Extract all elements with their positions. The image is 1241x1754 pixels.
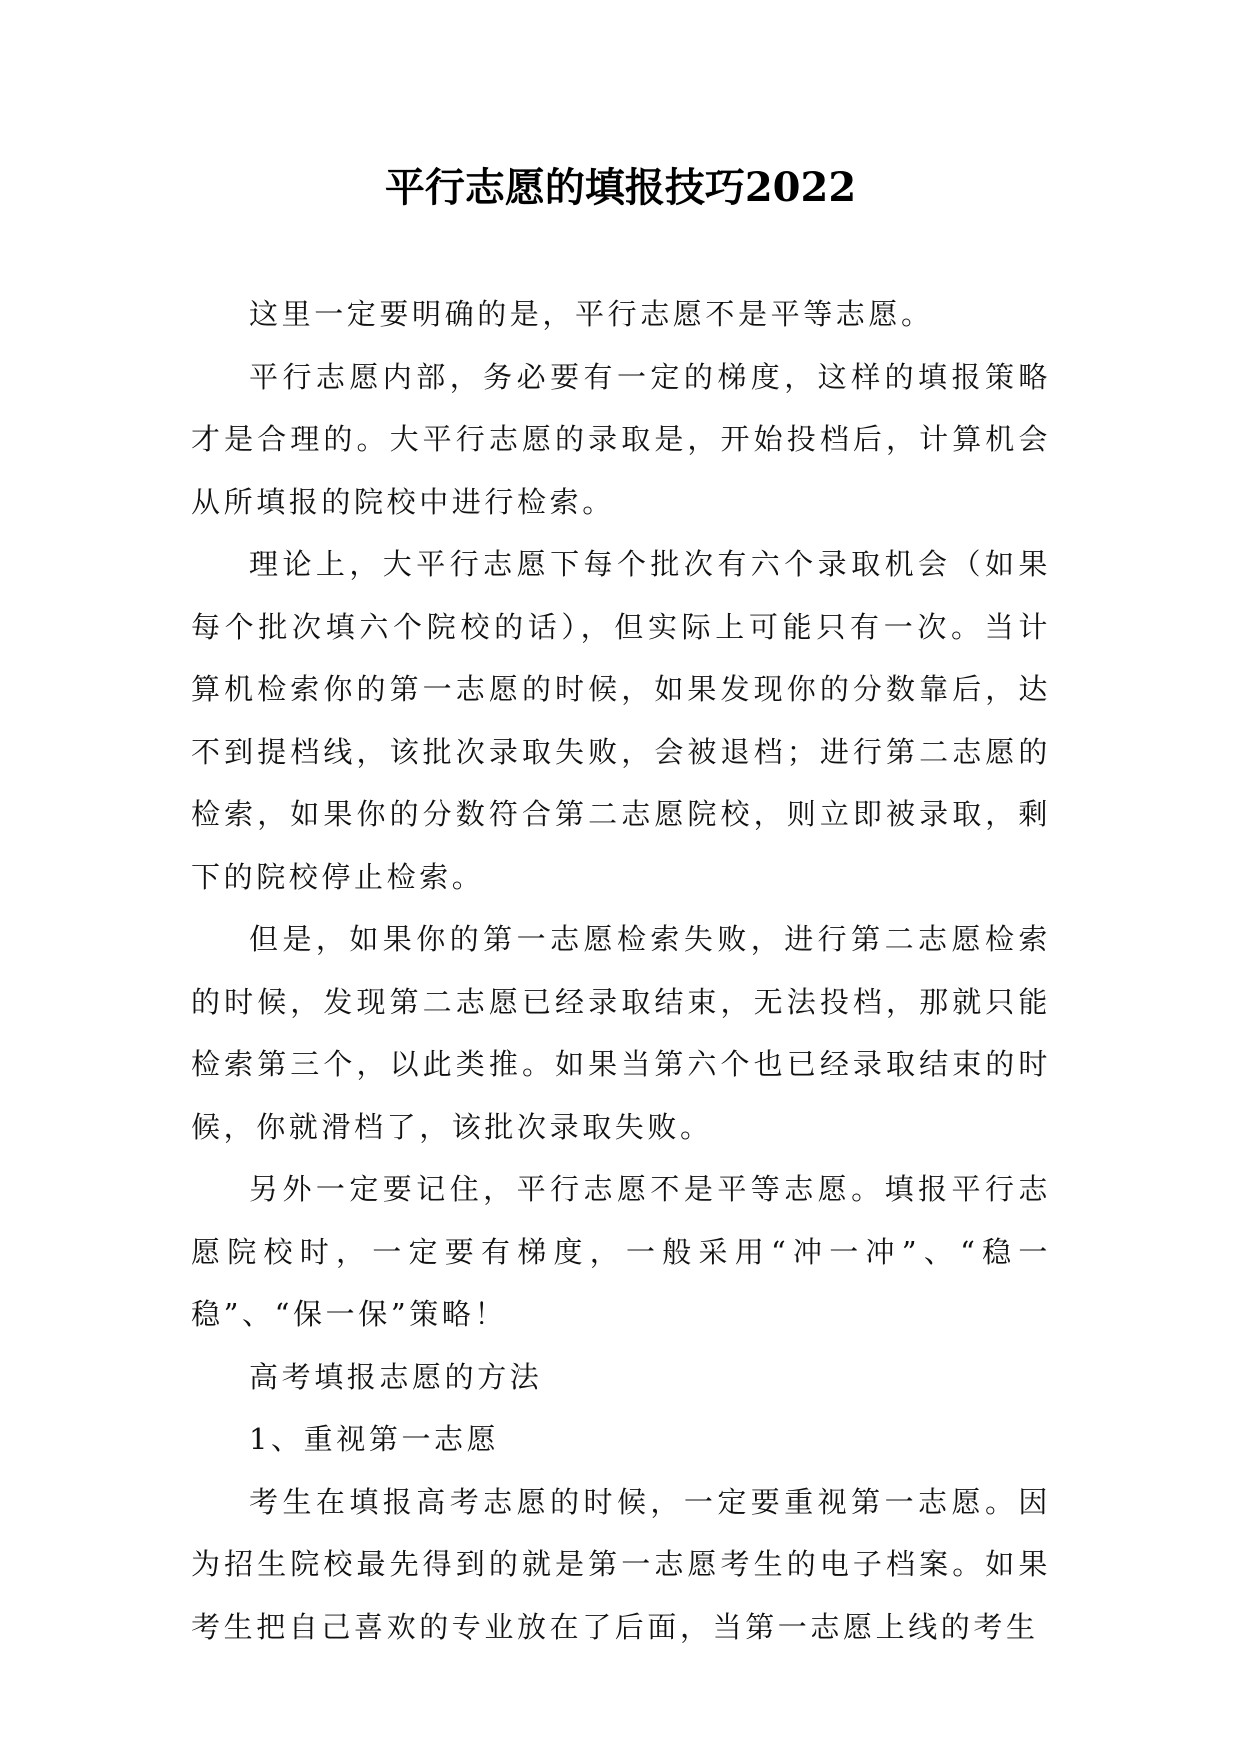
paragraph: 这里一定要明确的是，平行志愿不是平等志愿。 [249, 297, 934, 331]
paragraph: 考生在填报高考志愿的时候，一定要重视第一志愿。因为招生院校最先得到的就是第一志愿考生的电子档案。如果考生把自己喜欢的专业放在了后面，当第一志愿上线的考生 [191, 1484, 1051, 1644]
paragraph: 平行志愿内部，务必要有一定的梯度，这样的填报策略才是合理的。大平行志愿的录取是，开始投档后，计算机会从所填报的院校中进行检索。 [191, 359, 1051, 519]
document-title: 平行志愿的填报技巧2022 [384, 164, 857, 211]
document-body [191, 283, 1051, 1658]
paragraph: 但是，如果你的第一志愿检索失败，进行第二志愿检索的时候，发现第二志愿已经录取结束，无法投档，那就只能检索第三个，以此类推。如果当第六个也已经录取结束的时候，你就滑档了，该批次录取失败。 [191, 922, 1051, 1144]
paragraph: 理论上，大平行志愿下每个批次有六个录取机会（如果每个批次填六个院校的话），但实际上可能只有一次。当计算机检索你的第一志愿的时候，如果发现你的分数靠后，达不到提档线，该批次录取失败，会被退档；进行第二志愿的检索，如果你的分数符合第二志愿院校，则立即被录取，剩下的院校停止检索。 [191, 547, 1051, 894]
paragraph: 另外一定要记住，平行志愿不是平等志愿。填报平行志愿院校时，一定要有梯度，一般采用“冲一冲”、“稳一稳”、“保一保”策略！ [191, 1172, 1051, 1331]
subsection-heading: 1、重视第一志愿 [249, 1422, 500, 1456]
section-heading: 高考填报志愿的方法 [249, 1359, 543, 1394]
